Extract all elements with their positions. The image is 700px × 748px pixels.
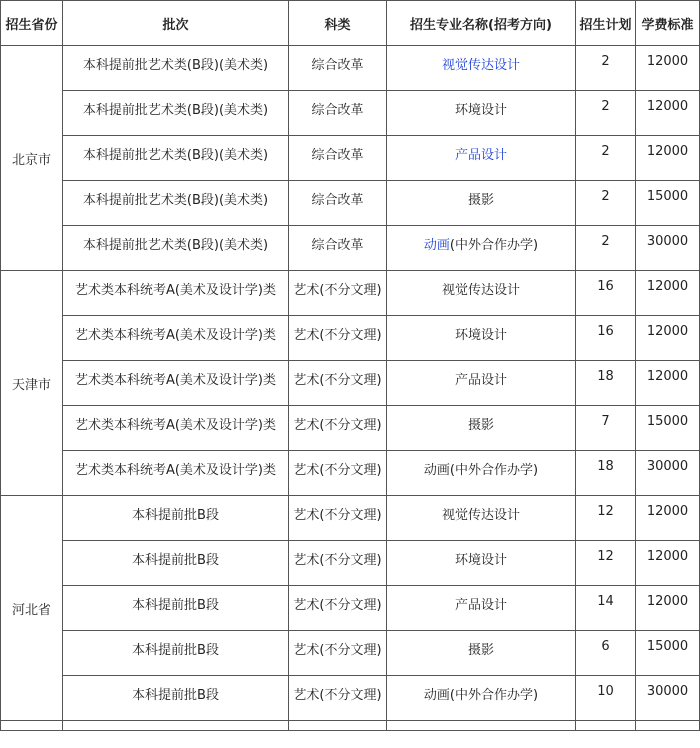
empty-cell — [387, 721, 576, 731]
fee-cell: 12000 — [636, 586, 700, 631]
fee-cell: 15000 — [636, 181, 700, 226]
province-cell: 北京市 — [1, 46, 63, 271]
category-cell: 艺术(不分文理) — [289, 676, 387, 721]
plan-cell: 14 — [576, 586, 636, 631]
fee-cell: 30000 — [636, 451, 700, 496]
batch-cell: 本科提前批艺术类(B段)(美术类) — [63, 181, 289, 226]
category-cell: 艺术(不分文理) — [289, 406, 387, 451]
category-cell: 艺术(不分文理) — [289, 496, 387, 541]
province-cell: 河北省 — [1, 496, 63, 721]
batch-cell: 本科提前批B段 — [63, 541, 289, 586]
plan-cell: 2 — [576, 91, 636, 136]
fee-cell: 12000 — [636, 361, 700, 406]
plan-cell: 6 — [576, 631, 636, 676]
header-category: 科类 — [289, 1, 387, 46]
plan-cell: 18 — [576, 451, 636, 496]
plan-cell: 2 — [576, 46, 636, 91]
batch-cell: 艺术类本科统考A(美术及设计学)类 — [63, 451, 289, 496]
plan-cell: 2 — [576, 136, 636, 181]
category-cell: 艺术(不分文理) — [289, 271, 387, 316]
plan-cell: 12 — [576, 496, 636, 541]
fee-cell: 12000 — [636, 91, 700, 136]
category-cell: 艺术(不分文理) — [289, 631, 387, 676]
table-row — [1, 406, 700, 451]
fee-cell: 12000 — [636, 271, 700, 316]
fee-cell: 12000 — [636, 496, 700, 541]
category-cell: 艺术(不分文理) — [289, 451, 387, 496]
fee-cell: 30000 — [636, 226, 700, 271]
empty-cell — [576, 721, 636, 731]
batch-cell: 艺术类本科统考A(美术及设计学)类 — [63, 316, 289, 361]
header-province: 招生省份 — [1, 1, 63, 46]
batch-cell: 本科提前批B段 — [63, 496, 289, 541]
table-row — [1, 631, 700, 676]
table-row — [1, 676, 700, 721]
fee-cell: 12000 — [636, 136, 700, 181]
major-cell: 摄影 — [387, 181, 576, 226]
table-row — [1, 316, 700, 361]
major-link[interactable]: 动画 — [423, 238, 450, 253]
table-row — [1, 586, 700, 631]
header-major: 招生专业名称(招考方向) — [387, 1, 576, 46]
major-cell: 环境设计 — [387, 316, 576, 361]
table-row — [1, 271, 700, 316]
table-row — [1, 496, 700, 541]
table-row — [1, 181, 700, 226]
plan-cell: 7 — [576, 406, 636, 451]
table-row — [1, 226, 700, 271]
batch-cell: 本科提前批艺术类(B段)(美术类) — [63, 136, 289, 181]
major-link[interactable]: 产品设计 — [454, 148, 507, 163]
major-cell — [387, 46, 576, 91]
major-cell: 视觉传达设计 — [387, 496, 576, 541]
major-cell: 动画(中外合作办学) — [387, 676, 576, 721]
category-cell: 综合改革 — [289, 46, 387, 91]
batch-cell: 本科提前批B段 — [63, 586, 289, 631]
table-row — [1, 91, 700, 136]
header-plan: 招生计划 — [576, 1, 636, 46]
empty-cell — [1, 721, 63, 731]
table-row — [1, 451, 700, 496]
batch-cell: 本科提前批艺术类(B段)(美术类) — [63, 226, 289, 271]
empty-cell — [636, 721, 700, 731]
table-body — [1, 46, 700, 731]
table-row — [1, 136, 700, 181]
major-cell: 视觉传达设计 — [387, 271, 576, 316]
batch-cell: 本科提前批B段 — [63, 676, 289, 721]
major-suffix: (中外合作办学) — [449, 238, 539, 253]
batch-cell: 本科提前批B段 — [63, 631, 289, 676]
plan-cell: 2 — [576, 226, 636, 271]
fee-cell: 12000 — [636, 316, 700, 361]
plan-cell: 10 — [576, 676, 636, 721]
fee-cell: 15000 — [636, 406, 700, 451]
category-cell: 艺术(不分文理) — [289, 541, 387, 586]
category-cell: 综合改革 — [289, 91, 387, 136]
batch-cell: 本科提前批艺术类(B段)(美术类) — [63, 91, 289, 136]
fee-cell: 12000 — [636, 541, 700, 586]
category-cell: 艺术(不分文理) — [289, 586, 387, 631]
category-cell: 综合改革 — [289, 136, 387, 181]
major-cell: 环境设计 — [387, 541, 576, 586]
major-cell — [387, 226, 576, 271]
province-cell: 天津市 — [1, 271, 63, 496]
plan-cell: 16 — [576, 271, 636, 316]
category-cell: 综合改革 — [289, 181, 387, 226]
batch-cell: 艺术类本科统考A(美术及设计学)类 — [63, 271, 289, 316]
fee-cell: 15000 — [636, 631, 700, 676]
plan-cell: 18 — [576, 361, 636, 406]
plan-cell: 2 — [576, 181, 636, 226]
major-cell: 动画(中外合作办学) — [387, 451, 576, 496]
fee-cell: 30000 — [636, 676, 700, 721]
plan-cell: 16 — [576, 316, 636, 361]
category-cell: 综合改革 — [289, 226, 387, 271]
plan-cell: 12 — [576, 541, 636, 586]
major-cell: 摄影 — [387, 631, 576, 676]
table-row — [1, 46, 700, 91]
table-header-row — [1, 1, 700, 46]
category-cell: 艺术(不分文理) — [289, 316, 387, 361]
batch-cell: 艺术类本科统考A(美术及设计学)类 — [63, 361, 289, 406]
table-row — [1, 361, 700, 406]
header-fee: 学费标准 — [636, 1, 700, 46]
table-row — [1, 541, 700, 586]
major-cell — [387, 136, 576, 181]
major-link[interactable]: 视觉传达设计 — [441, 58, 520, 73]
header-batch: 批次 — [63, 1, 289, 46]
fee-cell: 12000 — [636, 46, 700, 91]
major-cell: 环境设计 — [387, 91, 576, 136]
category-cell: 艺术(不分文理) — [289, 361, 387, 406]
empty-cell — [63, 721, 289, 731]
major-cell: 摄影 — [387, 406, 576, 451]
major-cell: 产品设计 — [387, 361, 576, 406]
table-row-continuation — [1, 721, 700, 731]
batch-cell: 艺术类本科统考A(美术及设计学)类 — [63, 406, 289, 451]
empty-cell — [289, 721, 387, 731]
major-cell: 产品设计 — [387, 586, 576, 631]
batch-cell: 本科提前批艺术类(B段)(美术类) — [63, 46, 289, 91]
